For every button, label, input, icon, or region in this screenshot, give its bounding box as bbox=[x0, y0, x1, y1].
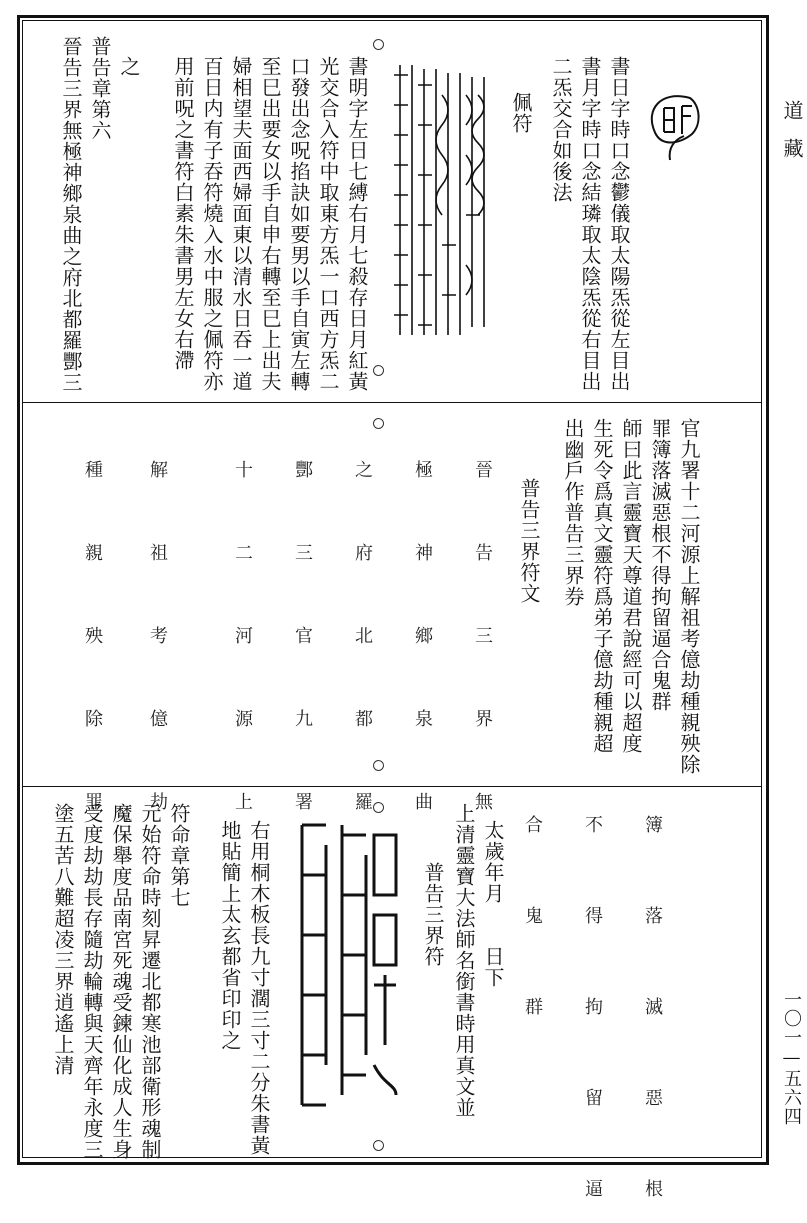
binding-hole bbox=[373, 760, 384, 771]
talisman-gloss-column: 酆 三 官 九 署 bbox=[292, 460, 313, 832]
eye-talisman-icon bbox=[640, 90, 712, 180]
text-column: 元始符命時刻昇遷北都寒池部衛形魂制 bbox=[138, 803, 162, 1160]
binding-hole bbox=[373, 365, 384, 376]
text-column: 塗五苦八難超凌三界逍遙上清 bbox=[51, 803, 75, 1076]
talisman-gloss-column: 簿 落 滅 惡 根 bbox=[642, 815, 663, 1223]
text-column: 受度劫劫長存隨劫輪轉與天齊年永度三 bbox=[80, 803, 104, 1160]
text-column: 上清靈寶大法師名銜書時用真文並 bbox=[452, 803, 476, 1118]
talisman-gloss-column: 之 府 北 都 羅 bbox=[352, 460, 373, 832]
large-talisman-seal-icon bbox=[290, 815, 402, 1115]
talisman-gloss-column: 十 二 河 源 上 bbox=[232, 460, 253, 832]
text-column: 口發出念呪掐訣如要男以手自寅左轉 bbox=[287, 56, 311, 392]
text-column: 書日字時口念鬱儀取太陽炁從左目出 bbox=[607, 56, 631, 392]
text-column: 生死令爲真文靈符爲弟子億劫種親超 bbox=[590, 418, 614, 754]
section-divider-1 bbox=[22, 402, 762, 403]
text-column: 百日内有子吞符燒入水中服之佩符亦 bbox=[200, 56, 224, 392]
text-column: 罪簿落滅惡根不得拘留逼合鬼群 bbox=[648, 418, 672, 712]
talisman-gloss-column: 極 神 鄉 泉 曲 bbox=[412, 460, 433, 832]
talisman-gloss-column: 解 祖 考 億 劫 bbox=[147, 460, 168, 832]
text-column: 用前呪之書符白素朱書男左女右滯 bbox=[171, 56, 195, 371]
chapter-heading: 符命章第七 bbox=[167, 803, 191, 908]
talisman-gloss-column: 合 鬼 群 bbox=[522, 815, 543, 1041]
text-column: 光交合入符中取東方炁一口西方炁二 bbox=[316, 56, 340, 392]
talisman-gloss-column: 晉 告 三 界 無 bbox=[472, 460, 493, 832]
binding-hole bbox=[373, 39, 384, 50]
text-column: 右用桐木板長九寸濶三寸二分朱書黃 bbox=[247, 820, 271, 1156]
text-column: 師曰此言靈寶天尊道君說經可以超度 bbox=[619, 418, 643, 754]
text-column-heading: 佩符 bbox=[509, 92, 533, 134]
text-column: 書月字時口念結璘取太陰炁從右目出 bbox=[578, 56, 602, 392]
chapter-heading: 普告章第六 bbox=[88, 36, 112, 141]
binding-hole bbox=[373, 418, 384, 429]
talisman-gloss-column: 種 親 殃 除 罪 bbox=[82, 460, 103, 832]
page-number: 一〇一—五六四 bbox=[781, 990, 802, 1126]
binding-hole bbox=[373, 802, 384, 813]
text-column: 魔保舉度品南宮死魂受鍊仙化成人生身 bbox=[109, 803, 133, 1160]
text-column: 晉告三界無極神鄉泉曲之府北都羅酆三 bbox=[59, 36, 83, 393]
text-column: 官九署十二河源上解祖考億劫種親殃除 bbox=[677, 418, 701, 775]
section-divider-2 bbox=[22, 786, 762, 787]
talisman-gloss-column: 不 得 拘 留 逼 bbox=[582, 815, 603, 1223]
talisman-label: 普告三界符 bbox=[421, 862, 445, 967]
binding-hole bbox=[373, 1140, 384, 1151]
text-column: 出幽戶作普告三界券 bbox=[561, 418, 585, 607]
text-column: 至巳出要女以手自申右轉至巳上出夫 bbox=[258, 56, 282, 392]
book-title: 道藏 bbox=[780, 100, 804, 176]
talisman-section-title: 普告三界符文 bbox=[517, 478, 541, 604]
text-column: 之 bbox=[117, 56, 141, 77]
text-column: 書明字左日七縛右月七殺存日月紅黃 bbox=[345, 56, 369, 392]
combined-talisman-icon bbox=[390, 55, 500, 355]
text-column: 地貼簡上太玄都省印印之 bbox=[218, 820, 242, 1051]
text-column: 婦相望夫面西婦面東以清水日吞一道 bbox=[229, 56, 253, 392]
text-column: 太歲年月 日下 bbox=[481, 820, 505, 988]
text-column: 二炁交合如後法 bbox=[549, 56, 573, 203]
